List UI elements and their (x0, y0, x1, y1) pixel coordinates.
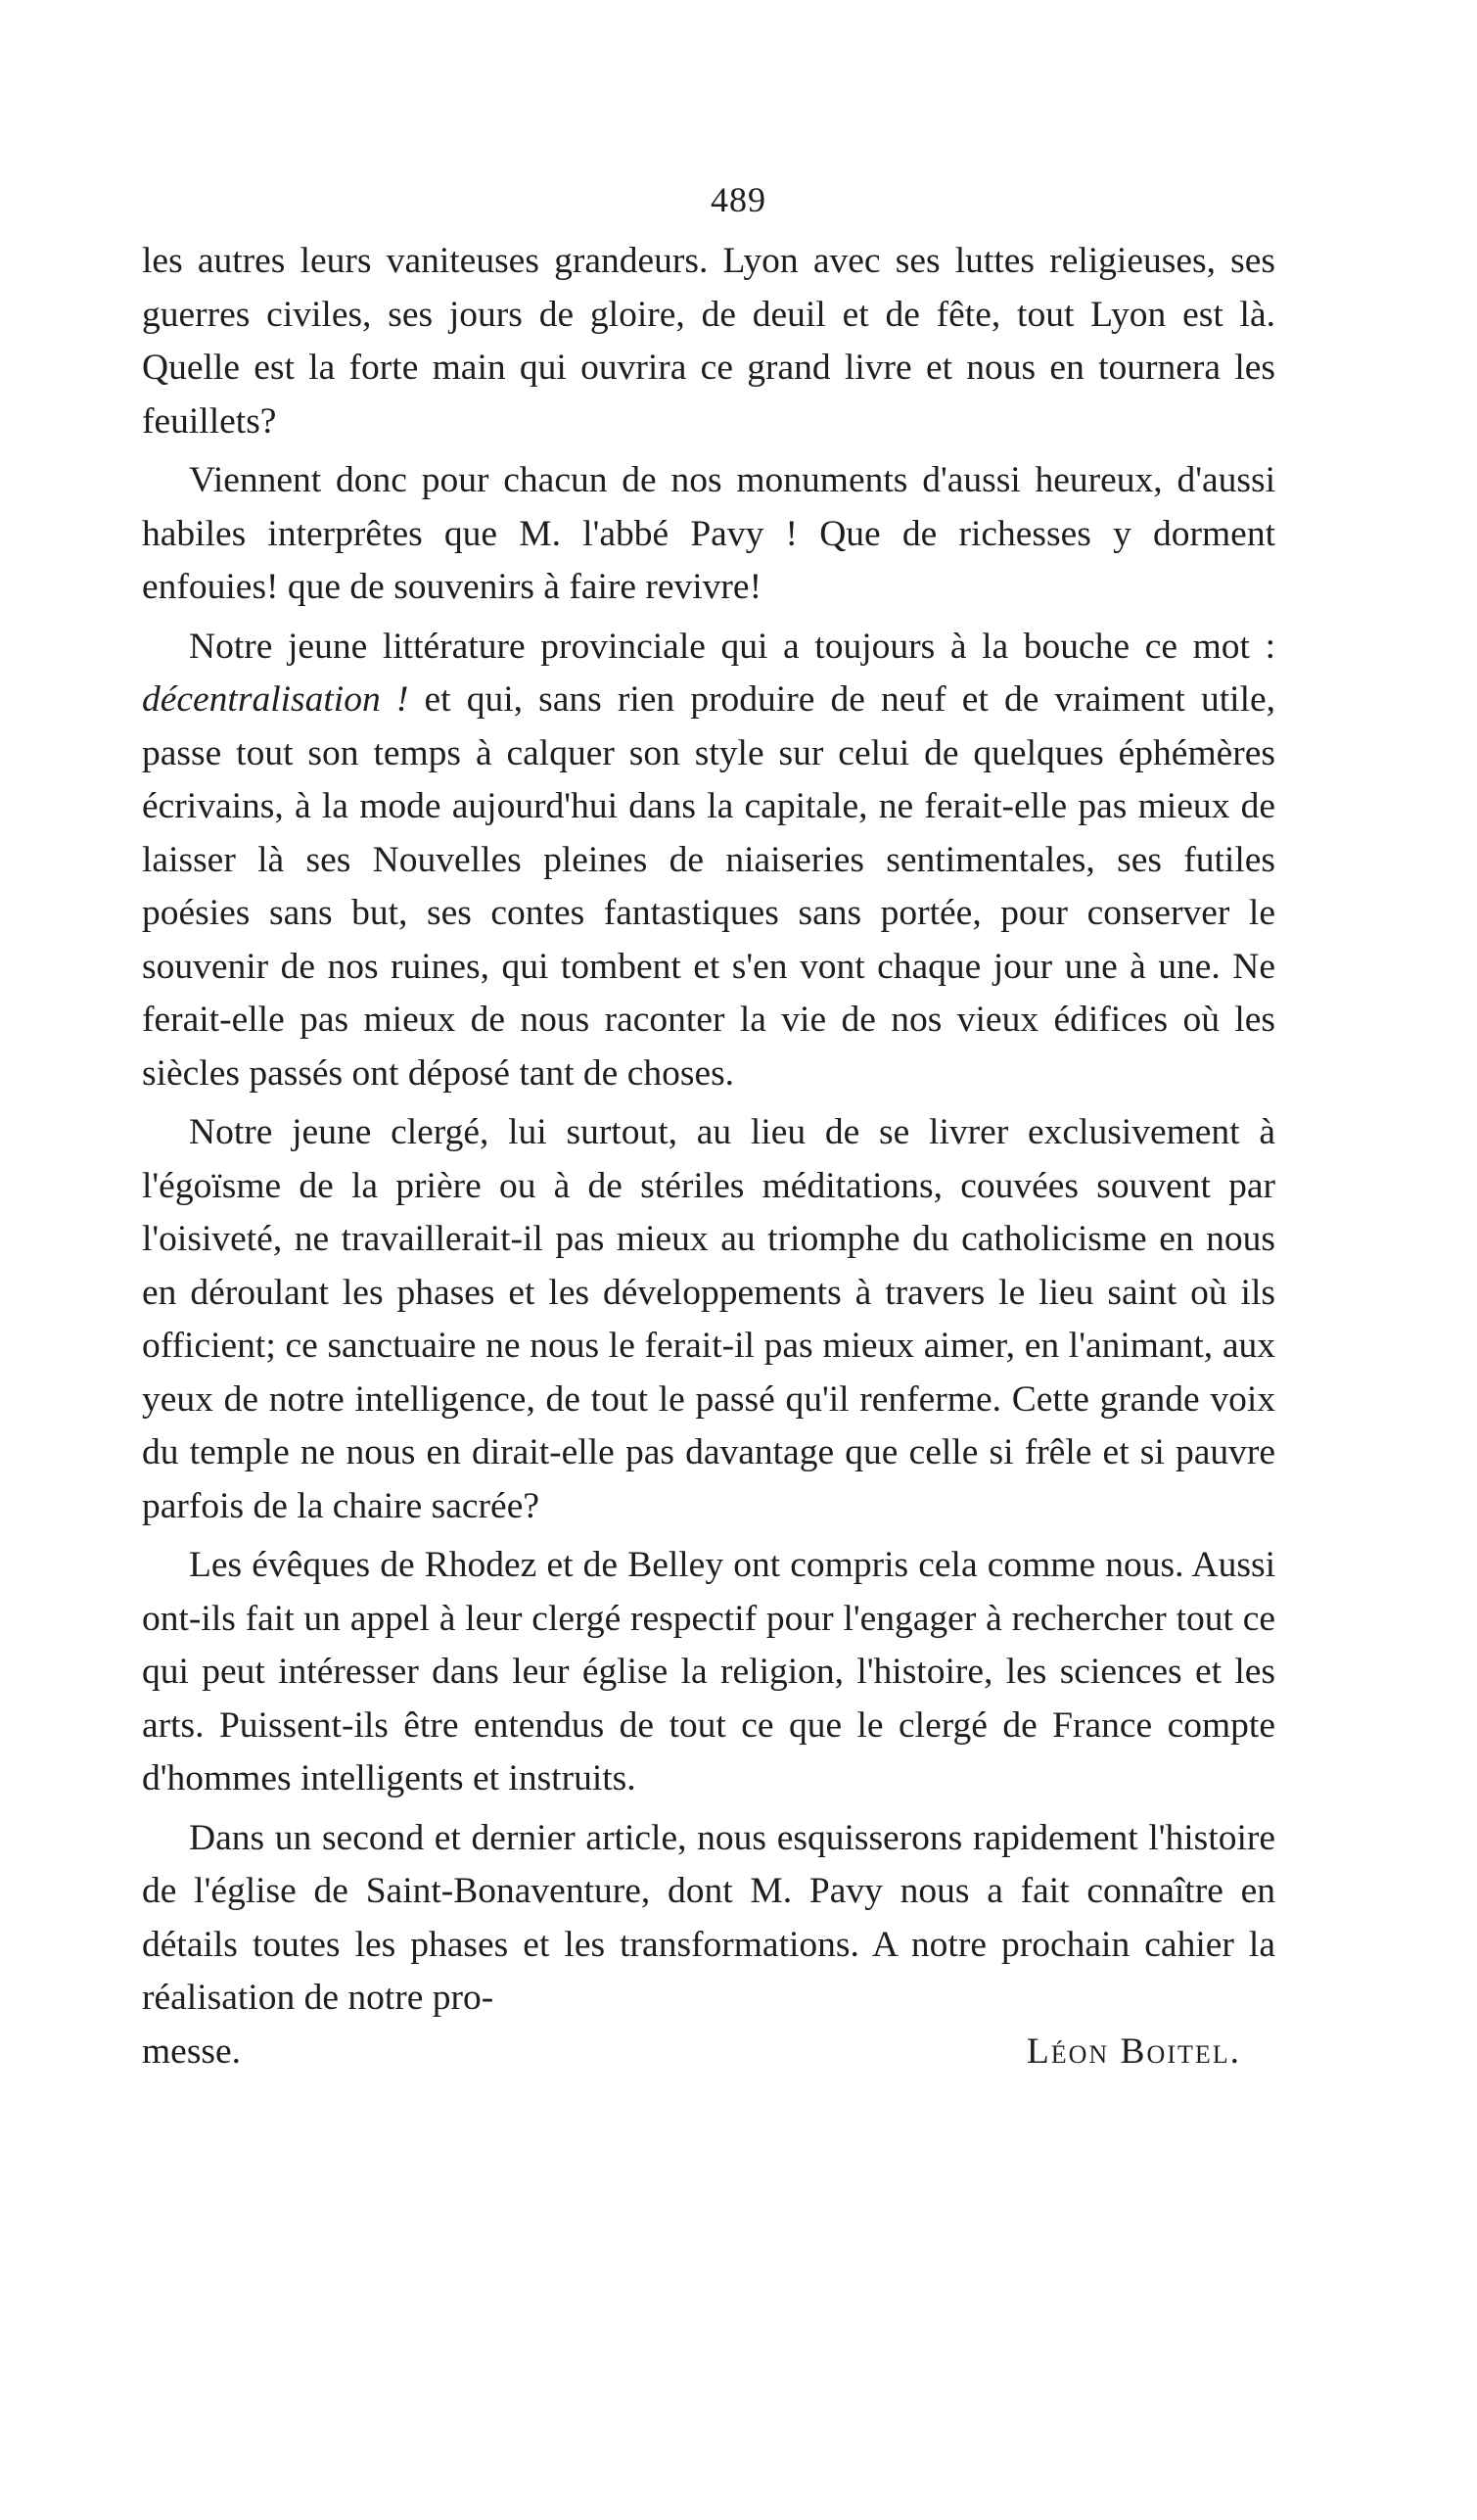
author-signature: Léon Boitel. (1026, 2030, 1241, 2072)
paragraph-1: les autres leurs vaniteuses grandeurs. Lyon avec ses luttes religieuses, ses guerres civiles, ses jours de gloire, de deuil et de fête, tout Lyon est là. Quelle est la forte main qui ouvrira ce grand livre et nous en tournera les feuillets? (142, 241, 1275, 442)
italic-term: décentralisation ! (142, 679, 409, 720)
closing-line (142, 2026, 1275, 2079)
paragraph-3-start: Notre jeune littérature provinciale qui a toujours à la bouche ce mot : (189, 626, 1275, 667)
paragraph-3 (142, 621, 1275, 1101)
paragraph-3-end: et qui, sans rien produire de neuf et de vraiment utile, passe tout son temps à calquer son style sur celui de quelques éphémères écrivains, à la mode aujourd'hui dans la capitale, ne ferait-elle pas mieux de laisser là ses Nouvelles pleines de niaiseries sentimentales, ses futiles poésies sans but, ses contes fantastiques sans portée, pour conserver le souvenir de nos ruines, qui tombent et s'en vont chaque jour une à une. Ne ferait-elle pas mieux de nous raconter la vie de nos vieux édifices où les siècles passés ont déposé tant de choses. (142, 679, 1276, 1094)
page-number: 489 (711, 180, 766, 219)
paragraph-6: Dans un second et dernier article, nous esquisserons rapidement l'histoire de l'église de Saint-Bonaventure, dont M. Pavy nous a fait connaître en détails toutes les phases et les transformations. A notre prochain cahier la réalisation de notre pro- (142, 1817, 1275, 2018)
paragraph-6-last-line: messe. (142, 2030, 242, 2072)
paragraph-2: Viennent donc pour chacun de nos monuments d'aussi heureux, d'aussi habiles interprêtes que M. l'abbé Pavy ! Que de richesses y dorment enfouies! que de souvenirs à faire revivre! (142, 460, 1275, 607)
paragraph-4: Notre jeune clergé, lui surtout, au lieu de se livrer exclusivement à l'égoïsme de la prière ou à de stériles méditations, couvées souvent par l'oisiveté, ne travaillerait-il pas mieux au triomphe du catholicisme en nous en déroulant les phases et les développements à travers le lieu saint où ils officient; ce sanctuaire ne nous le ferait-il pas mieux aimer, en l'animant, aux yeux de notre intelligence, de tout le passé qu'il renferme. Cette grande voix du temple ne nous en dirait-elle pas davantage que celle si frêle et si pauvre parfois de la chaire sacrée? (142, 1112, 1275, 1526)
paragraph-5: Les évêques de Rhodez et de Belley ont compris cela comme nous. Aussi ont-ils fait un appel à leur clergé respectif pour l'engager à rechercher tout ce qui peut intéresser dans leur église la religion, l'histoire, les sciences et les arts. Puissent-ils être entendus de tout ce que le clergé de France compte d'hommes intelligents et instruits. (142, 1545, 1275, 1798)
article-body (142, 235, 1275, 2078)
